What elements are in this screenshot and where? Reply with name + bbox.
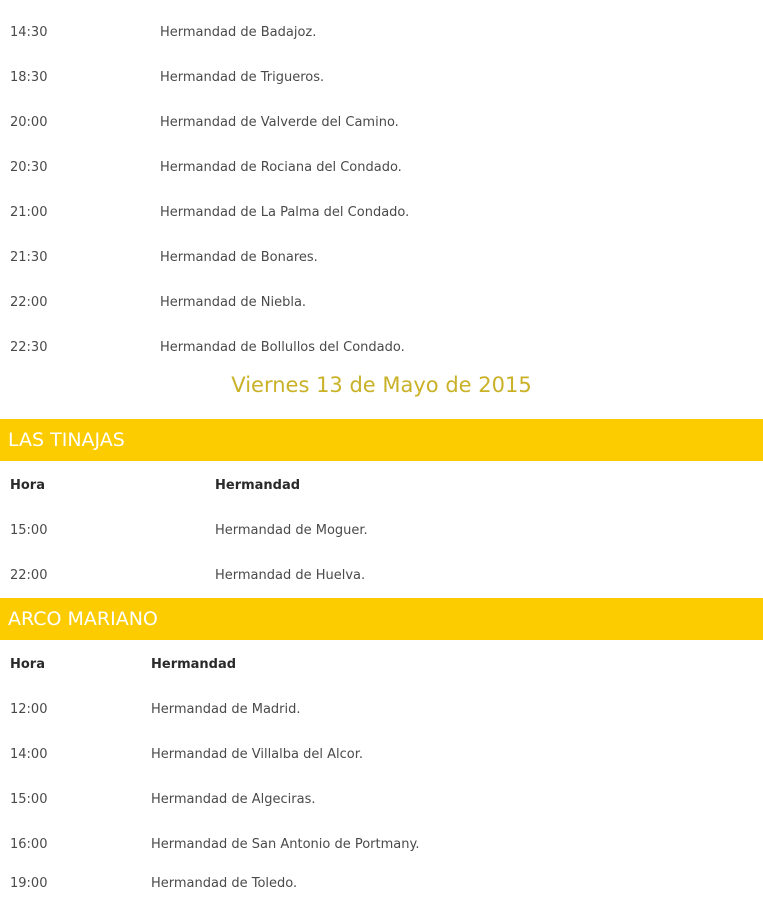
hermandad-cell: Hermandad de Badajoz. bbox=[160, 25, 317, 40]
time-cell: 20:30 bbox=[10, 160, 48, 175]
time-cell: 15:00 bbox=[10, 792, 48, 807]
time-cell: 14:00 bbox=[10, 747, 48, 762]
hermandad-cell: Hermandad de Huelva. bbox=[215, 568, 366, 583]
hermandad-cell: Hermandad de San Antonio de Portmany. bbox=[151, 837, 420, 852]
header-hora: Hora bbox=[10, 478, 45, 493]
time-cell: 19:00 bbox=[10, 876, 48, 891]
hermandad-cell: Hermandad de Villalba del Alcor. bbox=[151, 747, 363, 762]
table-row bbox=[0, 280, 763, 325]
hermandad-cell: Hermandad de Toledo. bbox=[151, 876, 298, 891]
hermandad-cell: Hermandad de Trigueros. bbox=[160, 70, 325, 85]
hermandad-cell: Hermandad de Moguer. bbox=[215, 523, 368, 538]
table-row bbox=[0, 235, 763, 280]
section-title-las-tinajas: LAS TINAJAS bbox=[0, 419, 763, 461]
table-row bbox=[0, 687, 763, 732]
table-row bbox=[0, 325, 763, 370]
hermandad-cell: Hermandad de Rociana del Condado. bbox=[160, 160, 402, 175]
time-cell: 12:00 bbox=[10, 702, 48, 717]
table-row bbox=[0, 145, 763, 190]
time-cell: 18:30 bbox=[10, 70, 48, 85]
header-hora: Hora bbox=[10, 657, 45, 672]
time-cell: 16:00 bbox=[10, 837, 48, 852]
time-cell: 21:30 bbox=[10, 250, 48, 265]
table-row bbox=[0, 508, 763, 553]
hermandad-cell: Hermandad de Bollullos del Condado. bbox=[160, 340, 405, 355]
table-header-row bbox=[0, 642, 763, 687]
section-title-arco-mariano: ARCO MARIANO bbox=[0, 598, 763, 640]
table-row bbox=[0, 100, 763, 145]
table-row bbox=[0, 861, 763, 906]
hermandad-cell: Hermandad de Madrid. bbox=[151, 702, 301, 717]
table-row bbox=[0, 732, 763, 777]
hermandad-cell: Hermandad de Valverde del Camino. bbox=[160, 115, 399, 130]
header-hermandad: Hermandad bbox=[215, 478, 301, 493]
table-row bbox=[0, 777, 763, 822]
hermandad-cell: Hermandad de Niebla. bbox=[160, 295, 307, 310]
hermandad-cell: Hermandad de Algeciras. bbox=[151, 792, 316, 807]
time-cell: 14:30 bbox=[10, 25, 48, 40]
time-cell: 15:00 bbox=[10, 523, 48, 538]
table-header-row bbox=[0, 463, 763, 508]
table-row bbox=[0, 190, 763, 235]
time-cell: 22:00 bbox=[10, 295, 48, 310]
date-heading: Viernes 13 de Mayo de 2015 bbox=[231, 373, 532, 397]
hermandad-cell: Hermandad de La Palma del Condado. bbox=[160, 205, 410, 220]
time-cell: 21:00 bbox=[10, 205, 48, 220]
hermandad-cell: Hermandad de Bonares. bbox=[160, 250, 318, 265]
time-cell: 20:00 bbox=[10, 115, 48, 130]
header-hermandad: Hermandad bbox=[151, 657, 237, 672]
time-cell: 22:00 bbox=[10, 568, 48, 583]
table-row bbox=[0, 553, 763, 598]
time-cell: 22:30 bbox=[10, 340, 48, 355]
table-row bbox=[0, 10, 763, 55]
table-row bbox=[0, 55, 763, 100]
